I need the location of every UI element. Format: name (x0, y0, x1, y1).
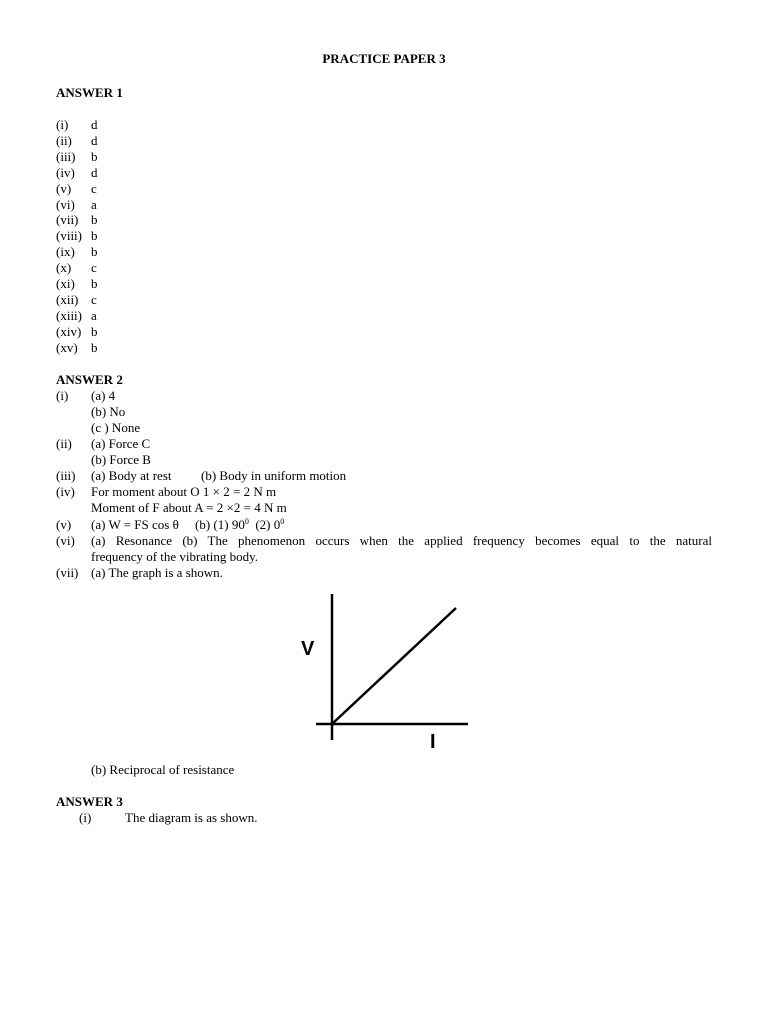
answer-1-number: (viii) (56, 228, 82, 244)
answer-2-vii-b: (b) Reciprocal of resistance (91, 762, 235, 777)
graph-line (332, 608, 456, 724)
answer-2-ii-number: (ii) (56, 436, 72, 451)
answer-1-choice: b (91, 148, 98, 164)
answer-1-number: (vi) (56, 196, 75, 212)
answer-2-i-a: (a) 4 (91, 388, 116, 403)
graph-x-label: I (430, 731, 436, 753)
answer-2-iii-b: (b) Body in uniform motion (201, 468, 347, 483)
answer-3-i-number: (i) (79, 810, 92, 825)
answer-1-number: (xi) (56, 276, 75, 291)
answer-2-i-c: (c ) None (91, 420, 141, 435)
answer-2-ii-a: (a) Force C (91, 436, 151, 451)
degree-superscript-1: 0 (244, 517, 249, 526)
answer-2-vi-number: (vi) (56, 533, 75, 548)
answer-1-heading: ANSWER 1 (56, 85, 123, 100)
answer-1-choice: b (91, 244, 98, 260)
answer-1-choice: a (91, 196, 97, 212)
v-i-graph (290, 590, 480, 760)
answer-2-i-number: (i) (56, 388, 69, 403)
answer-2-v-b-part-1: (b) (1) 90 (195, 517, 245, 532)
answer-1-number: (i) (56, 117, 69, 132)
answer-2-vi-line-2: frequency of the vibrating body. (91, 549, 259, 564)
answer-1-choice: c (91, 260, 97, 276)
answer-1-choice: d (91, 117, 98, 132)
answer-1-number: (ix) (56, 244, 75, 260)
answer-3-heading: ANSWER 3 (56, 794, 123, 809)
page-title: PRACTICE PAPER 3 (322, 51, 446, 66)
answer-2-iv-line-2: Moment of F about A = 2 ×2 = 4 N m (91, 500, 287, 515)
answer-2-iv-line-1: For moment about O 1 × 2 = 2 N m (91, 484, 277, 499)
answer-2-iv-number: (iv) (56, 484, 75, 499)
answer-1-number: (iii) (56, 148, 76, 164)
answer-2-v-b-part-2: (2) 0 (255, 517, 281, 532)
answer-1-choice: a (91, 307, 97, 323)
answer-1-number: (xiv) (56, 323, 82, 339)
answer-2-vii-number: (vii) (56, 565, 79, 580)
answer-2-v-a: (a) W = FS cos θ (91, 517, 179, 532)
graph-y-label: V (301, 638, 315, 660)
answer-1-choice: b (91, 276, 98, 291)
answer-2-iii-a: (a) Body at rest (91, 468, 172, 483)
answer-1-choice: b (91, 323, 98, 339)
answer-1-choice: d (91, 164, 98, 180)
answer-1-number: (iv) (56, 164, 75, 180)
answer-1-choice: b (91, 212, 98, 228)
answer-2-vi-line-1: (a) Resonance (b) The phenomenon occurs when the applied frequency becomes equal to the natural (91, 533, 712, 548)
answer-1-number: (xv) (56, 339, 78, 355)
answer-3-i-text: The diagram is as shown. (125, 810, 258, 825)
answer-2-v-b (195, 517, 284, 533)
answer-1-choice: b (91, 228, 98, 244)
answer-2-ii-b: (b) Force B (91, 452, 151, 467)
answer-1-choice: c (91, 180, 97, 196)
answer-2-iii-number: (iii) (56, 468, 76, 483)
answer-1-number: (xii) (56, 291, 79, 307)
answer-2-v-number: (v) (56, 517, 72, 532)
answer-2-i-b: (b) No (91, 404, 126, 419)
answer-1-number: (xiii) (56, 307, 82, 323)
answer-1-number: (ii) (56, 132, 72, 148)
answer-1-choice: d (91, 132, 98, 148)
answer-1-number: (v) (56, 180, 72, 196)
answer-1-choice: b (91, 339, 98, 355)
answer-2-heading: ANSWER 2 (56, 372, 123, 387)
answer-1-choice: c (91, 291, 97, 307)
degree-superscript-2: 0 (280, 517, 285, 526)
answer-2-vii-a: (a) The graph is a shown. (91, 565, 223, 580)
answer-1-number: (vii) (56, 212, 79, 228)
answer-1-number: (x) (56, 260, 72, 276)
